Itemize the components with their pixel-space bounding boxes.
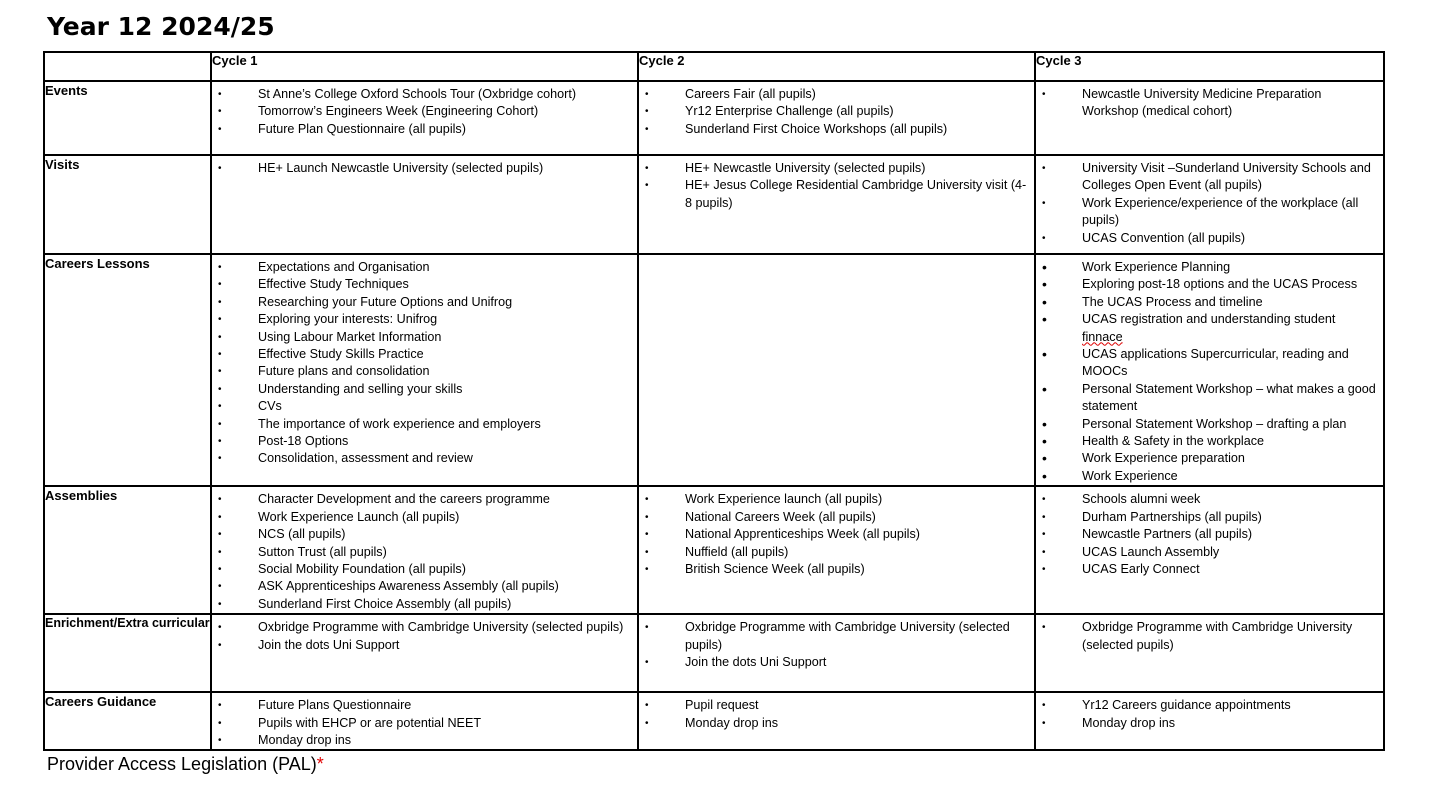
list-item: • Post-18 Options [212,433,637,450]
cell-careers-guidance-cycle-1 [211,692,638,750]
list-item: • Character Development and the careers programme [212,491,637,508]
row-label-careers-lessons: Careers Lessons [44,254,211,486]
list-item: • HE+ Launch Newcastle University (selected pupils) [212,160,637,177]
list-item: • Yr12 Careers guidance appointments [1036,697,1383,714]
list-item: • The UCAS Process and timeline [1036,294,1383,311]
cell-assemblies-cycle-3 [1035,486,1384,614]
list-item: • Yr12 Enterprise Challenge (all pupils) [639,103,1034,120]
list-item: • HE+ Jesus College Residential Cambridge University visit (4-8 pupils) [639,177,1034,212]
list-item: • Newcastle Partners (all pupils) [1036,526,1383,543]
cell-careers-lessons-cycle-3 [1035,254,1384,486]
list-item: • Monday drop ins [212,732,637,749]
column-header-cycle-2: Cycle 2 [638,52,1035,81]
list-item: • Work Experience [1036,468,1383,485]
list-item-text: UCAS registration and understanding student [1082,312,1336,327]
cell-assemblies-cycle-1 [211,486,638,614]
row-label-assemblies: Assemblies [44,486,211,614]
list-item: • Sunderland First Choice Assembly (all pupils) [212,596,637,613]
list-item: • Personal Statement Workshop – drafting a plan [1036,416,1383,433]
list-item: • Exploring your interests: Unifrog [212,311,637,328]
list-item: • Effective Study Skills Practice [212,346,637,363]
list-item: • ASK Apprenticeships Awareness Assembly (all pupils) [212,578,637,595]
cell-events-cycle-2 [638,81,1035,155]
list-item: • UCAS Launch Assembly [1036,544,1383,561]
list-item: • Pupils with EHCP or are potential NEET [212,715,637,732]
list-item: • Tomorrow’s Engineers Week (Engineering Cohort) [212,103,637,120]
corner-header-cell [44,52,211,81]
footer-note [47,754,324,775]
careers-plan-table [43,51,1385,751]
list-item: • St Anne’s College Oxford Schools Tour (Oxbridge cohort) [212,86,637,103]
list-item: • Oxbridge Programme with Cambridge University (selected pupils) [1036,619,1383,654]
table-row-events [44,81,1384,155]
cell-visits-cycle-2 [638,155,1035,254]
list-item: • University Visit –Sunderland University Schools and Colleges Open Event (all pupils) [1036,160,1383,195]
list-item: • Understanding and selling your skills [212,381,637,398]
misspelt-word: finnace [1082,329,1123,344]
list-item: • Future Plans Questionnaire [212,697,637,714]
table-row-careers-guidance [44,692,1384,750]
row-label-enrichment: Enrichment/Extra curricular [44,614,211,692]
list-item: • Social Mobility Foundation (all pupils) [212,561,637,578]
list-item: • Work Experience launch (all pupils) [639,491,1034,508]
table-row-visits [44,155,1384,254]
list-item: • Join the dots Uni Support [639,654,1034,671]
list-item: • Oxbridge Programme with Cambridge University (selected pupils) [639,619,1034,654]
row-label-visits: Visits [44,155,211,254]
list-item: • Nuffield (all pupils) [639,544,1034,561]
list-item: • Effective Study Techniques [212,276,637,293]
list-item: • Future plans and consolidation [212,363,637,380]
list-item: • National Careers Week (all pupils) [639,509,1034,526]
list-item: • Using Labour Market Information [212,329,637,346]
column-header-cycle-1: Cycle 1 [211,52,638,81]
list-item: • The importance of work experience and employers [212,416,637,433]
cell-careers-guidance-cycle-2 [638,692,1035,750]
required-asterisk: * [316,754,324,774]
list-item: • British Science Week (all pupils) [639,561,1034,578]
list-item: • HE+ Newcastle University (selected pupils) [639,160,1034,177]
cell-events-cycle-1 [211,81,638,155]
list-item: • Sunderland First Choice Workshops (all pupils) [639,121,1034,138]
cell-careers-guidance-cycle-3 [1035,692,1384,750]
row-label-careers-guidance: Careers Guidance [44,692,211,750]
list-item: • Oxbridge Programme with Cambridge University (selected pupils) [212,619,637,636]
list-item: • Health & Safety in the workplace [1036,433,1383,450]
list-item: • Monday drop ins [639,715,1034,732]
list-item: • Work Experience preparation [1036,450,1383,467]
table-row-assemblies [44,486,1384,614]
list-item: • Exploring post-18 options and the UCAS Process [1036,276,1383,293]
list-item [1036,311,1383,346]
table-row-careers-lessons [44,254,1384,486]
list-item: • Careers Fair (all pupils) [639,86,1034,103]
cell-visits-cycle-3 [1035,155,1384,254]
list-item: • Monday drop ins [1036,715,1383,732]
list-item: • Join the dots Uni Support [212,637,637,654]
cell-visits-cycle-1 [211,155,638,254]
table-row-enrichment [44,614,1384,692]
list-item: • Pupil request [639,697,1034,714]
list-item: • Work Experience Planning [1036,259,1383,276]
list-item: • UCAS applications Supercurricular, reading and MOOCs [1036,346,1383,381]
cell-assemblies-cycle-2 [638,486,1035,614]
cell-enrichment-cycle-2 [638,614,1035,692]
list-item: • Work Experience/experience of the workplace (all pupils) [1036,195,1383,230]
list-item: • Future Plan Questionnaire (all pupils) [212,121,637,138]
list-item: • Researching your Future Options and Unifrog [212,294,637,311]
list-item: • Schools alumni week [1036,491,1383,508]
list-item: • NCS (all pupils) [212,526,637,543]
column-header-cycle-3: Cycle 3 [1035,52,1384,81]
cell-enrichment-cycle-3 [1035,614,1384,692]
footer-text: Provider Access Legislation (PAL) [47,754,317,774]
table-header-row [44,52,1384,81]
list-item: • CVs [212,398,637,415]
list-item: • Expectations and Organisation [212,259,637,276]
list-item: • Durham Partnerships (all pupils) [1036,509,1383,526]
row-label-events: Events [44,81,211,155]
list-item: • Newcastle University Medicine Preparation Workshop (medical cohort) [1036,86,1383,121]
list-item: • UCAS Early Connect [1036,561,1383,578]
list-item: • National Apprenticeships Week (all pupils) [639,526,1034,543]
list-item: • Sutton Trust (all pupils) [212,544,637,561]
list-item: • Personal Statement Workshop – what makes a good statement [1036,381,1383,416]
cell-events-cycle-3 [1035,81,1384,155]
page-title: Year 12 2024/25 [47,12,275,41]
list-item: • UCAS Convention (all pupils) [1036,230,1383,247]
cell-careers-lessons-cycle-1 [211,254,638,486]
list-item: • Work Experience Launch (all pupils) [212,509,637,526]
list-item: • Consolidation, assessment and review [212,450,637,467]
cell-enrichment-cycle-1 [211,614,638,692]
cell-careers-lessons-cycle-2 [638,254,1035,486]
